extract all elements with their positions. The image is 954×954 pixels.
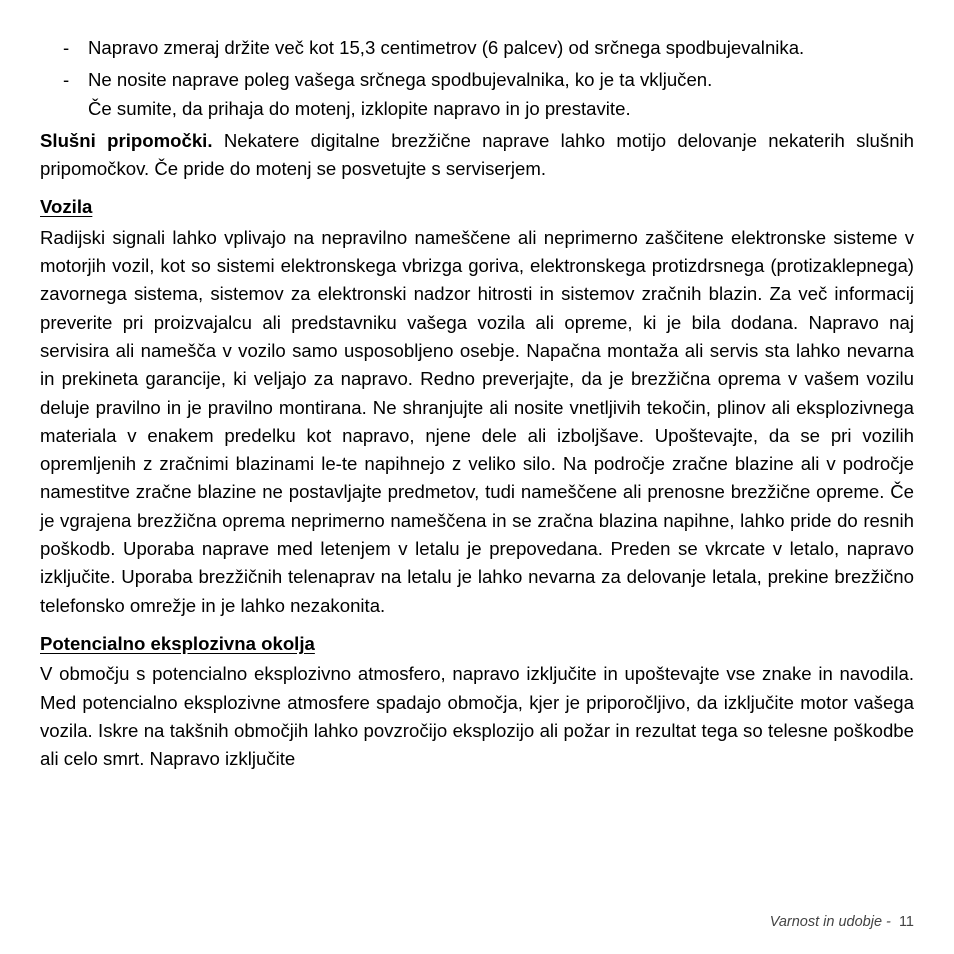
hearing-aids-paragraph xyxy=(40,127,914,184)
page-content xyxy=(40,34,914,773)
bullet-text: Napravo zmeraj držite več kot 15,3 centimetrov (6 palcev) od srčnega spodbujevalnika. xyxy=(88,37,805,58)
page-footer xyxy=(770,914,914,930)
bullet-dash: - xyxy=(63,69,70,91)
section-heading-explosive: Potencialno eksplozivna okolja xyxy=(40,632,315,654)
footer-page-number: 11 xyxy=(898,914,914,930)
vehicles-paragraph: Radijski signali lahko vplivajo na nepravilno nameščene ali neprimerno zaščitene elektronske sisteme v motorjih vozil, kot so sistemi elektronskega vbrizga goriva, elektronskega protizdrsnega (protizaklepnega) zavornega sistema, sistemov za elektronski nadzor hitrosti in sistemov zračnih blazin. Za več informacij preverite pri proizvajalcu ali predstavniku vašega vozila ali opreme, ki je bila dodana. Napravo naj servisira ali namešča v vozilo samo usposobljeno osebje. Napačna montaža ali servis sta lahko nevarna in prekineta garancije, ki veljajo za napravo. Redno preverjajte, da je brezžična oprema v vašem vozilu deluje pravilno in je pravilno montirana. Ne shranjujte ali nosite vnetljivih tekočin, plinov ali eksplozivnega materiala v enakem predelku kot napravo, njene dele ali izboljšave. Upoštevajte, da se pri vozilih opremljenih z zračnimi blazinami le-te napihnejo z veliko silo. Na področje zračne blazine ali v področje namestitve zračne blazine ne postavljajte predmetov, tudi nameščene ali prenosne brezžične opreme. Če je vgrajena brezžična oprema neprimerno nameščena in se zračna blazina napihne, lahko pride do resnih poškodb. Uporaba naprave med letenjem v letalu je prepovedana. Preden se vkrcate v letalo, napravo izključite. Uporaba brezžičnih telenaprav na letalu je lahko nevarna za delovanje letala, prekine brezžično telefonsko omrežje in je lahko nezakonita. xyxy=(40,226,914,616)
bullet-dash: - xyxy=(63,37,70,58)
hearing-aids-text: Nekatere digitalne brezžične naprave lahko motijo delovanje nekaterih slušnih pripomočkov. Če pride do motenj se posvetujte s serviserjem. xyxy=(40,129,915,180)
hearing-aids-lead: Slušni pripomočki. xyxy=(40,129,213,151)
bullet-text: Ne nosite naprave poleg vašega srčnega spodbujevalnika, ko je ta vključen. xyxy=(88,69,713,91)
bullet-text-continued: Če sumite, da prihaja do motenj, izklopite napravo in jo prestavite. xyxy=(88,97,631,119)
explosive-paragraph: V območju s potencialno eksplozivno atmosfero, napravo izključite in upoštevajte vse znake in navodila. Med potencialno eksplozivne atmosfere spadajo območja, kjer je priporočljivo, da izključite motor vašega vozila. Iskre na takšnih območjih lahko povzročijo eksplozijo ali požar in rezultat tega so telesne poškodbe ali celo smrt. Napravo izključite xyxy=(40,663,914,770)
bullet-item xyxy=(40,66,914,123)
section-heading-vehicles: Vozila xyxy=(40,196,93,218)
bullet-item xyxy=(40,34,914,62)
footer-section-title: Varnost in udobje - xyxy=(769,914,899,930)
